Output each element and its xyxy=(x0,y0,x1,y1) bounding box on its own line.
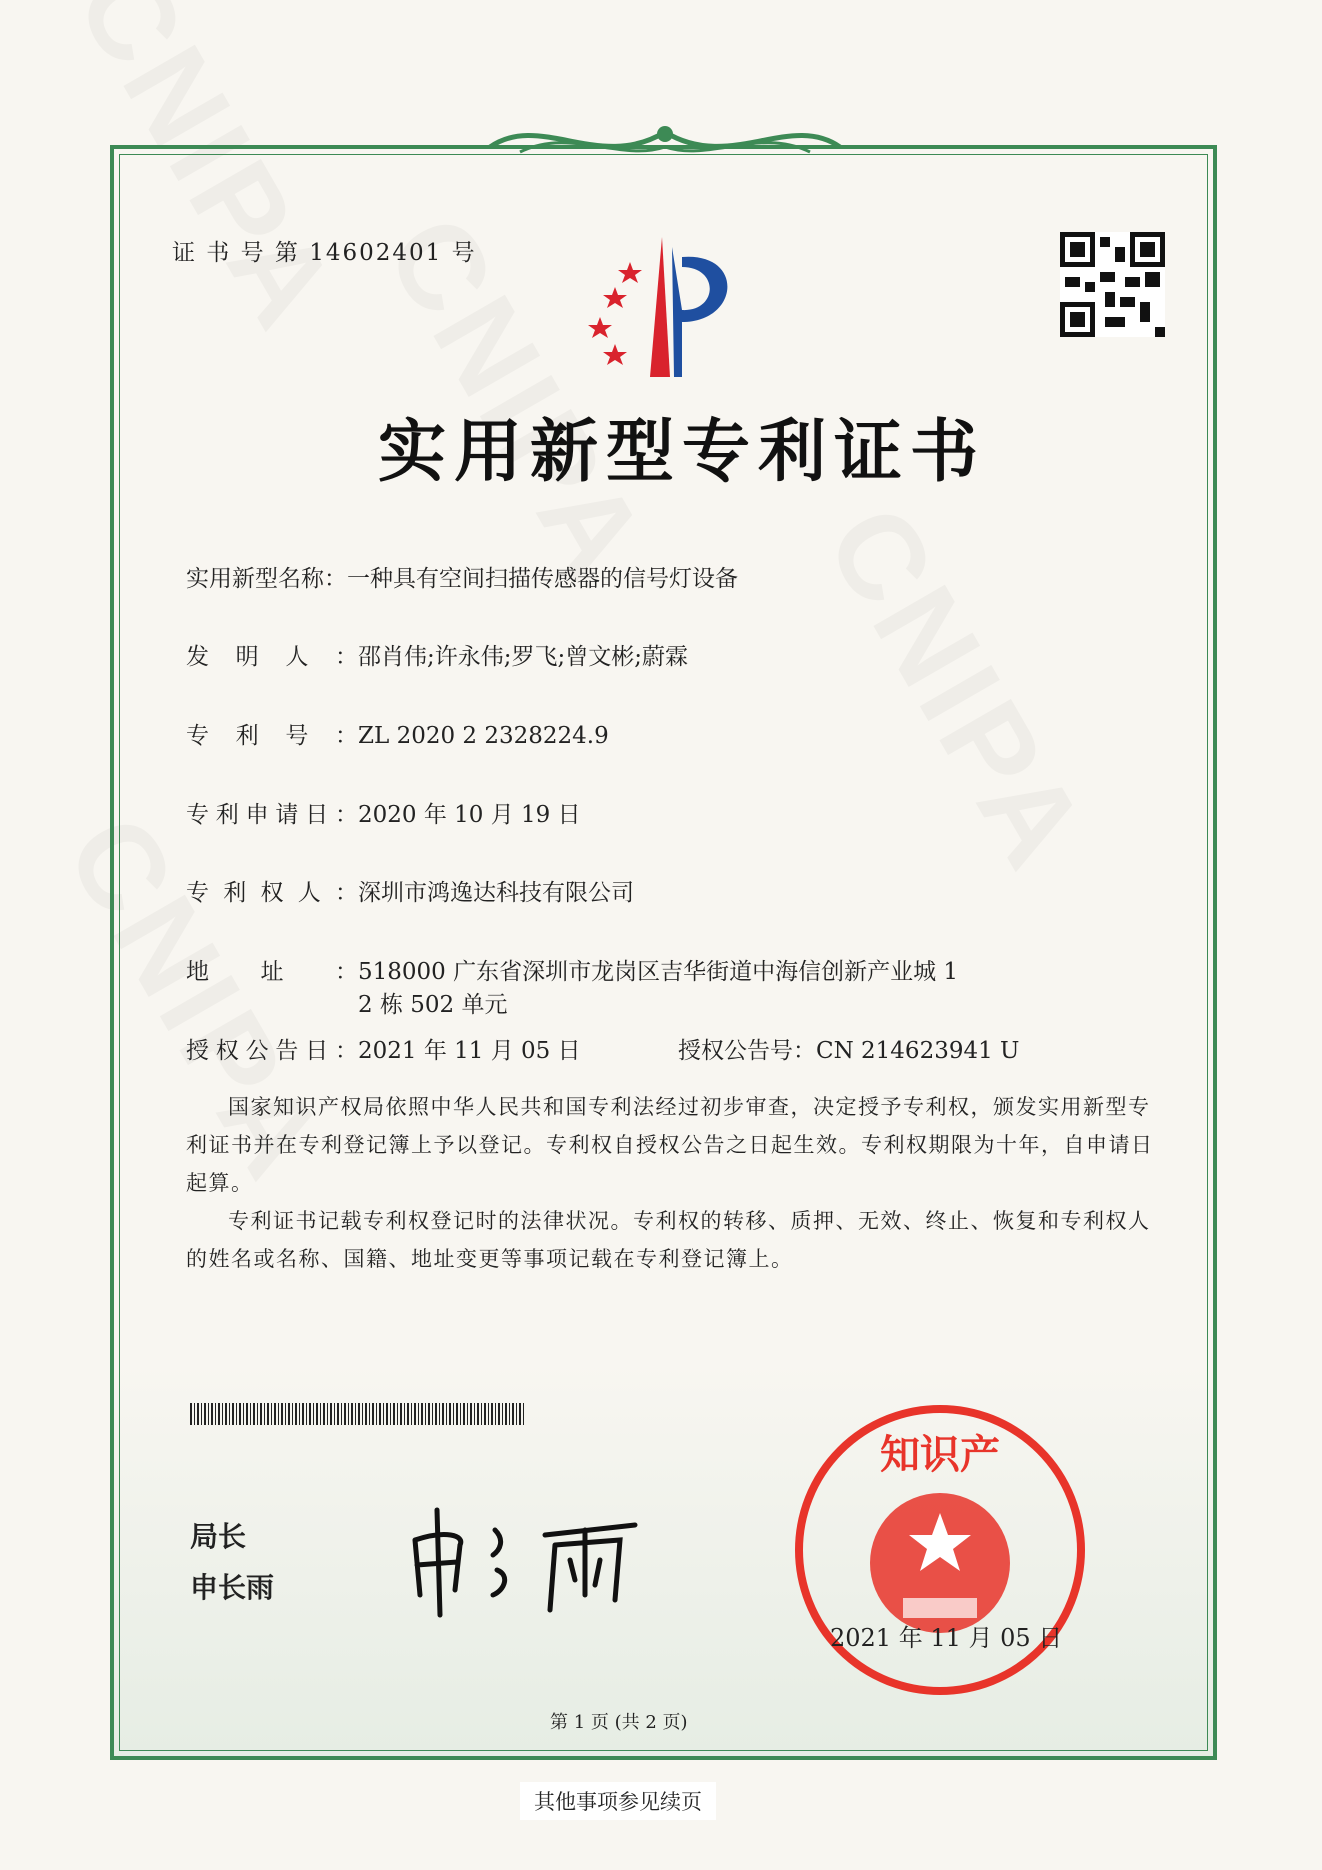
paragraph-grant: 国家知识产权局依照中华人民共和国专利法经过初步审查，决定授予专利权，颁发实用新型专利证书并在专利登记簿上予以登记。专利权自授权公告之日起生效。专利权期限为十年，自申请日起算。 xyxy=(186,1095,1154,1195)
svg-text:知识产: 知识产 xyxy=(880,1432,1000,1478)
signature xyxy=(405,1500,685,1620)
field-application-date: 专利申请日：2020 年 10 月 19 日 xyxy=(186,802,581,828)
cnipa-logo-icon xyxy=(570,232,760,382)
barcode xyxy=(190,1403,525,1425)
signer-name: 申长雨 xyxy=(190,1571,275,1604)
field-inventors: 发明人：邵肖伟;许永伟;罗飞;曾文彬;蔚霖 xyxy=(186,644,688,670)
page-title: 实用新型专利证书 xyxy=(378,412,987,492)
seal-date: 2021 年 11 月 05 日 xyxy=(830,1624,1063,1652)
qr-code xyxy=(1060,232,1165,337)
field-address-line2: 2 栋 502 单元 xyxy=(358,992,508,1018)
field-patent-number: 专利号：ZL 2020 2 2328224.9 xyxy=(186,723,609,749)
ornament-icon xyxy=(480,112,850,172)
field-grant-date: 授权公告日：2021 年 11 月 05 日 xyxy=(186,1038,581,1064)
continued-note: 其他事项参见续页 xyxy=(520,1782,716,1820)
certificate-number: 证 书 号 第 14602401 号 xyxy=(172,240,477,266)
paragraph-legal-status: 专利证书记载专利权登记时的法律状况。专利权的转移、质押、无效、终止、恢复和专利权人的姓名或名称、国籍、地址变更等事项记载在专利登记簿上。 xyxy=(186,1209,1151,1271)
field-patentee: 专利权人：深圳市鸿逸达科技有限公司 xyxy=(186,880,634,906)
signer-title: 局长 xyxy=(190,1520,247,1553)
field-utility-model-name: 实用新型名称：一种具有空间扫描传感器的信号灯设备 xyxy=(186,566,738,592)
field-address: 地址：518000 广东省深圳市龙岗区吉华街道中海信创新产业城 1 xyxy=(186,959,959,985)
page-indicator: 第 1 页 (共 2 页) xyxy=(550,1712,688,1733)
field-publication-number: 授权公告号：CN 214623941 U xyxy=(678,1038,1020,1064)
